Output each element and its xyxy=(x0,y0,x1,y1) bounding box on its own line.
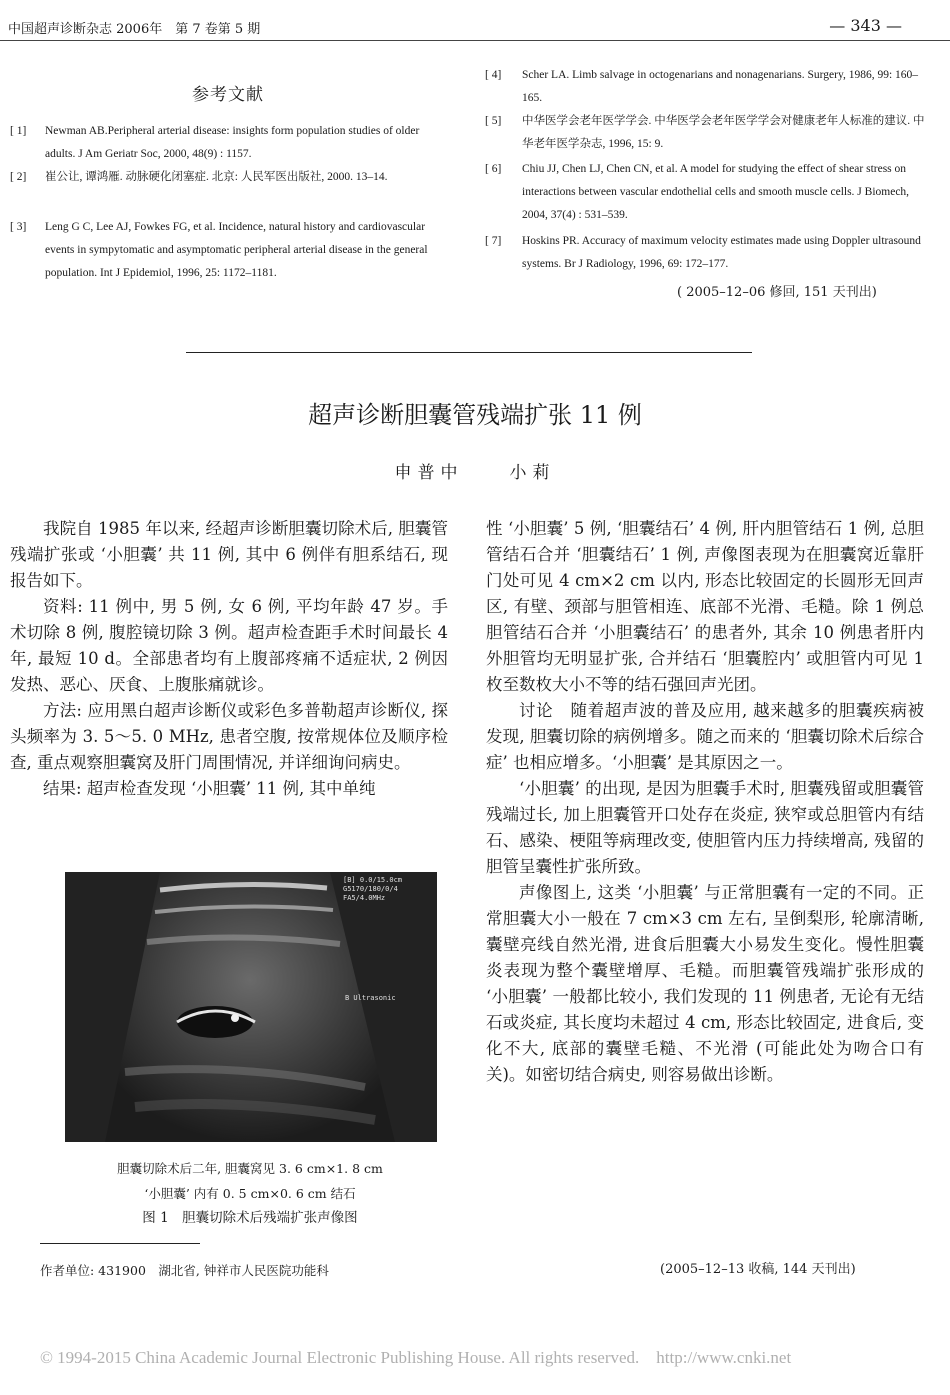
ultrasound-settings-line: [B] 0.0/15.0cm xyxy=(343,876,403,884)
body-paragraph: 资料: 11 例中, 男 5 例, 女 6 例, 平均年龄 47 岁。手术切除 8 例, 腹腔镜切除 3 例。超声检查距手术时间最长 4 年, 最短 10 d。全部患者均有上腹部疼痛不适症状, 2 例因发热、恶心、厌食、上腹胀痛就诊。 xyxy=(10,597,448,694)
left-column xyxy=(10,516,448,802)
body-paragraph: 方法: 应用黑白超声诊断仪或彩色多普勒超声诊断仪, 探头频率为 3. 5～5. 0 MHz, 患者空腹, 按常规体位及顺序检查, 重点观察胆囊窝及肝门周围情况, 并详细询问病史。 xyxy=(10,701,448,772)
reference-text: Hoskins PR. Accuracy of maximum velocity estimates made using Doppler ultrasound systems. Br J Radiology, 1996, 69: 172–177. xyxy=(522,235,921,270)
reference-number: [ 2] xyxy=(10,171,27,183)
reference-item xyxy=(10,120,450,166)
reference-number: [ 3] xyxy=(10,221,27,233)
reference-text: 崔公让, 谭鸿雁. 动脉硬化闭塞症. 北京: 人民军医出版社, 2000. 13–14. xyxy=(45,171,388,183)
reference-item xyxy=(485,64,925,110)
body-paragraph: 讨论 随着超声波的普及应用, 越来越多的胆囊疾病被发现, 胆囊切除的病例增多。随之而来的 ‘胆囊切除术后综合症’ 也相应增多。‘小胆囊’ 是其原因之一。 xyxy=(486,701,924,772)
reference-text: Newman AB.Peripheral arterial disease: insights form population studies of older adults. J Am Geriatr Soc, 2000, 48(9) : 1157. xyxy=(45,125,420,160)
ultrasound-mode-label: B Ultrasonic xyxy=(345,994,396,1002)
article-authors: 申普中 小莉 xyxy=(394,463,556,483)
page-number: — 343 — xyxy=(829,16,902,35)
author-affiliation: 作者单位: 431900 湖北省, 钟祥市人民医院功能科 xyxy=(40,1263,329,1278)
revised-date: ( 2005–12–06 修回, 151 天刊出) xyxy=(677,285,877,300)
section-divider xyxy=(186,352,752,353)
reference-text: Chiu JJ, Chen LJ, Chen CN, et al. A model for studying the effect of shear stress on interactions between vascular endothelial cells and smooth muscle cells. J Biomech, 2004, 37(4) : 531–539. xyxy=(522,163,910,221)
article-title: 超声诊断胆囊管残端扩张 11 例 xyxy=(308,401,642,429)
ultrasound-settings-line: G5170/180/0/4 xyxy=(343,885,398,893)
references-title: 参考文献 xyxy=(192,85,264,105)
reference-text: 中华医学会老年医学学会. 中华医学会老年医学学会对健康老年人标准的建议. 中华老年医学杂志, 1996, 15: 9. xyxy=(522,115,925,150)
reference-text: Leng G C, Lee AJ, Fowkes FG, et al. Incidence, natural history and cardiovascular events in sympytomatic and asymptomatic peripheral arterial disease in the general population. Int J Epidemiol, 1996, 25: 1172–1181. xyxy=(45,221,428,279)
journal-header: 中国超声诊断杂志 2006年 第 7 卷第 5 期 xyxy=(8,22,261,37)
body-paragraph: 声像图上, 这类 ‘小胆囊’ 与正常胆囊有一定的不同。正常胆囊大小一般在 7 cm×3 cm 左右, 呈倒梨形, 轮廓清晰, 囊壁亮线自然光滑, 进食后胆囊大小易发生变化。慢性胆囊炎表现为整个囊壁增厚、毛糙。而胆囊管残端扩张形成的 ‘小胆囊’ 一般都比较小, 我们发现的 11 例患者, 无论有无结石或炎症, 其长度均未超过 4 cm, 形态比较固定, 进食后, 变化不大, 底部的囊壁毛糙、不光滑 (可能此处为吻合口有关)。如密切结合病史, 则容易做出诊断。 xyxy=(486,883,924,1084)
ultrasound-figure xyxy=(65,872,437,1142)
body-paragraph: 我院自 1985 年以来, 经超声诊断胆囊切除术后, 胆囊管残端扩张或 ‘小胆囊’ 共 11 例, 其中 6 例伴有胆系结石, 现报告如下。 xyxy=(10,519,448,590)
body-paragraph: 结果: 超声检查发现 ‘小胆囊’ 11 例, 其中单纯 xyxy=(43,779,376,798)
copyright-notice: © 1994-2015 China Academic Journal Electronic Publishing House. All rights reserved. http://www.cnki.net xyxy=(40,1348,792,1367)
reference-number: [ 5] xyxy=(485,115,502,127)
body-paragraph: ‘小胆囊’ 的出现, 是因为胆囊手术时, 胆囊残留或胆囊管残端过长, 加上胆囊管开口处存在炎症, 狭窄或总胆管内有结石、感染、梗阻等病理改变, 使胆管内压力持续增高, 残留的胆管呈囊性扩张所致。 xyxy=(486,779,924,876)
footnote-rule xyxy=(40,1243,200,1244)
header-rule xyxy=(0,40,950,41)
reference-number: [ 1] xyxy=(10,125,27,137)
reference-item xyxy=(10,216,450,285)
reference-item xyxy=(10,166,450,189)
reference-number: [ 4] xyxy=(485,69,502,81)
reference-number: [ 7] xyxy=(485,235,502,247)
figure-label: 图 1 胆囊切除术后残端扩张声像图 xyxy=(142,1210,358,1226)
figure-caption-line: ‘小胆囊’ 内有 0. 5 cm×0. 6 cm 结石 xyxy=(144,1186,356,1201)
reference-number: [ 6] xyxy=(485,163,502,175)
reference-text: Scher LA. Limb salvage in octogenarians and nonagenarians. Surgery, 1986, 99: 160–165. xyxy=(522,69,919,104)
figure-caption-line: 胆囊切除术后二年, 胆囊窝见 3. 6 cm×1. 8 cm xyxy=(117,1161,383,1176)
body-paragraph: 性 ‘小胆囊’ 5 例, ‘胆囊结石’ 4 例, 肝内胆管结石 1 例, 总胆管结石合并 ‘胆囊结石’ 1 例, 声像图表现为在胆囊窝近靠肝门处可见 4 cm×2 cm 以内, 形态比较固定的长圆形无回声区, 有壁、颈部与胆管相连、底部不光滑、毛糙。除 1 例总胆管结石合并 ‘小胆囊结石’ 的患者外, 其余 10 例患者肝内外胆管均无明显扩张, 合并结石 ‘胆囊腔内’ 或胆管内可见 1 枚至数枚大小不等的结石强回声光团。 xyxy=(486,519,924,694)
figure-caption xyxy=(30,1156,470,1231)
right-column xyxy=(486,516,924,1088)
reference-item xyxy=(485,158,925,227)
ultrasound-settings-line: FA5/4.0MHz xyxy=(343,894,386,902)
reference-item xyxy=(485,110,925,156)
received-date: (2005–12–13 收稿, 144 天刊出) xyxy=(660,1262,856,1277)
ultrasound-image xyxy=(65,872,437,1142)
reference-item xyxy=(485,230,925,276)
